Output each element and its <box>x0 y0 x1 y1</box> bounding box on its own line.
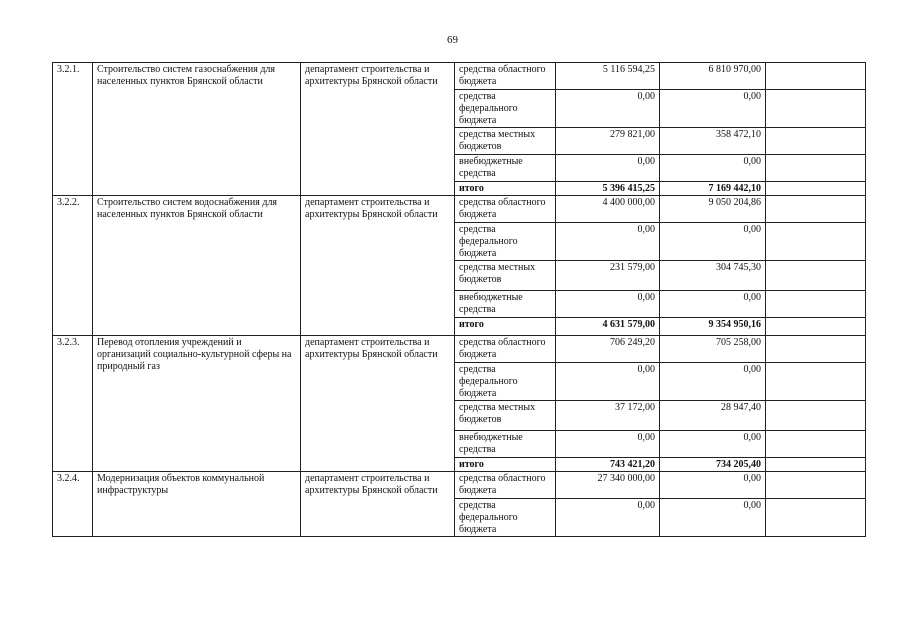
amount-cell: 28 947,40 <box>660 401 766 431</box>
item-code: 3.2.1. <box>53 63 93 196</box>
budget-table <box>52 62 866 537</box>
amount-cell: 27 340 000,00 <box>556 472 660 499</box>
amount-cell: 706 249,20 <box>556 336 660 363</box>
amount-cell: 231 579,00 <box>556 261 660 291</box>
funding-source: средства областного бюджета <box>455 63 556 90</box>
item-executor: департамент строительства и архитектуры Брянской области <box>301 336 455 472</box>
funding-source: итого <box>455 318 556 336</box>
item-code: 3.2.2. <box>53 196 93 336</box>
funding-source: средства местных бюджетов <box>455 128 556 155</box>
amount-cell: 37 172,00 <box>556 401 660 431</box>
amount-cell: 0,00 <box>556 223 660 261</box>
amount-cell: 0,00 <box>660 155 766 182</box>
funding-source: внебюджетные средства <box>455 431 556 458</box>
item-executor: департамент строительства и архитектуры Брянской области <box>301 196 455 336</box>
amount-cell: 0,00 <box>660 90 766 128</box>
item-name: Строительство систем газоснабжения для населенных пунктов Брянской области <box>93 63 301 196</box>
amount-cell: 5 396 415,25 <box>556 182 660 196</box>
funding-source: средства областного бюджета <box>455 336 556 363</box>
amount-cell: 0,00 <box>660 431 766 458</box>
empty-cell <box>766 401 866 431</box>
amount-cell: 0,00 <box>660 363 766 401</box>
funding-source: внебюджетные средства <box>455 291 556 318</box>
amount-cell: 7 169 442,10 <box>660 182 766 196</box>
amount-cell: 0,00 <box>660 472 766 499</box>
amount-cell: 0,00 <box>556 155 660 182</box>
amount-cell: 279 821,00 <box>556 128 660 155</box>
empty-cell <box>766 223 866 261</box>
empty-cell <box>766 318 866 336</box>
funding-source: средства местных бюджетов <box>455 401 556 431</box>
amount-cell: 0,00 <box>660 499 766 537</box>
empty-cell <box>766 431 866 458</box>
funding-source: средства федерального бюджета <box>455 90 556 128</box>
amount-cell: 734 205,40 <box>660 458 766 472</box>
funding-source: средства федерального бюджета <box>455 499 556 537</box>
item-code: 3.2.4. <box>53 472 93 537</box>
amount-cell: 0,00 <box>556 431 660 458</box>
amount-cell: 0,00 <box>556 90 660 128</box>
table-row <box>53 63 866 90</box>
empty-cell <box>766 128 866 155</box>
amount-cell: 9 354 950,16 <box>660 318 766 336</box>
funding-source: средства местных бюджетов <box>455 261 556 291</box>
funding-source: внебюджетные средства <box>455 155 556 182</box>
item-executor: департамент строительства и архитектуры Брянской области <box>301 63 455 196</box>
funding-source: итого <box>455 458 556 472</box>
amount-cell: 0,00 <box>556 363 660 401</box>
budget-table-body <box>53 63 866 537</box>
empty-cell <box>766 63 866 90</box>
funding-source: средства областного бюджета <box>455 472 556 499</box>
empty-cell <box>766 291 866 318</box>
table-row <box>53 336 866 363</box>
amount-cell: 0,00 <box>556 499 660 537</box>
empty-cell <box>766 472 866 499</box>
amount-cell: 304 745,30 <box>660 261 766 291</box>
empty-cell <box>766 261 866 291</box>
item-code: 3.2.3. <box>53 336 93 472</box>
funding-source: средства федерального бюджета <box>455 223 556 261</box>
amount-cell: 0,00 <box>660 223 766 261</box>
empty-cell <box>766 196 866 223</box>
item-executor: департамент строительства и архитектуры Брянской области <box>301 472 455 537</box>
item-name: Строительство систем водоснабжения для населенных пунктов Брянской области <box>93 196 301 336</box>
page-number: 69 <box>447 34 458 46</box>
amount-cell: 358 472,10 <box>660 128 766 155</box>
amount-cell: 0,00 <box>556 291 660 318</box>
empty-cell <box>766 155 866 182</box>
empty-cell <box>766 458 866 472</box>
amount-cell: 0,00 <box>660 291 766 318</box>
amount-cell: 6 810 970,00 <box>660 63 766 90</box>
table-row <box>53 472 866 499</box>
amount-cell: 9 050 204,86 <box>660 196 766 223</box>
empty-cell <box>766 182 866 196</box>
funding-source: итого <box>455 182 556 196</box>
amount-cell: 4 631 579,00 <box>556 318 660 336</box>
empty-cell <box>766 90 866 128</box>
empty-cell <box>766 363 866 401</box>
amount-cell: 5 116 594,25 <box>556 63 660 90</box>
amount-cell: 743 421,20 <box>556 458 660 472</box>
item-name: Модернизация объектов коммунальной инфраструктуры <box>93 472 301 537</box>
empty-cell <box>766 499 866 537</box>
amount-cell: 705 258,00 <box>660 336 766 363</box>
empty-cell <box>766 336 866 363</box>
table-row <box>53 196 866 223</box>
funding-source: средства областного бюджета <box>455 196 556 223</box>
funding-source: средства федерального бюджета <box>455 363 556 401</box>
amount-cell: 4 400 000,00 <box>556 196 660 223</box>
item-name: Перевод отопления учреждений и организаций социально-культурной сферы на природный газ <box>93 336 301 472</box>
